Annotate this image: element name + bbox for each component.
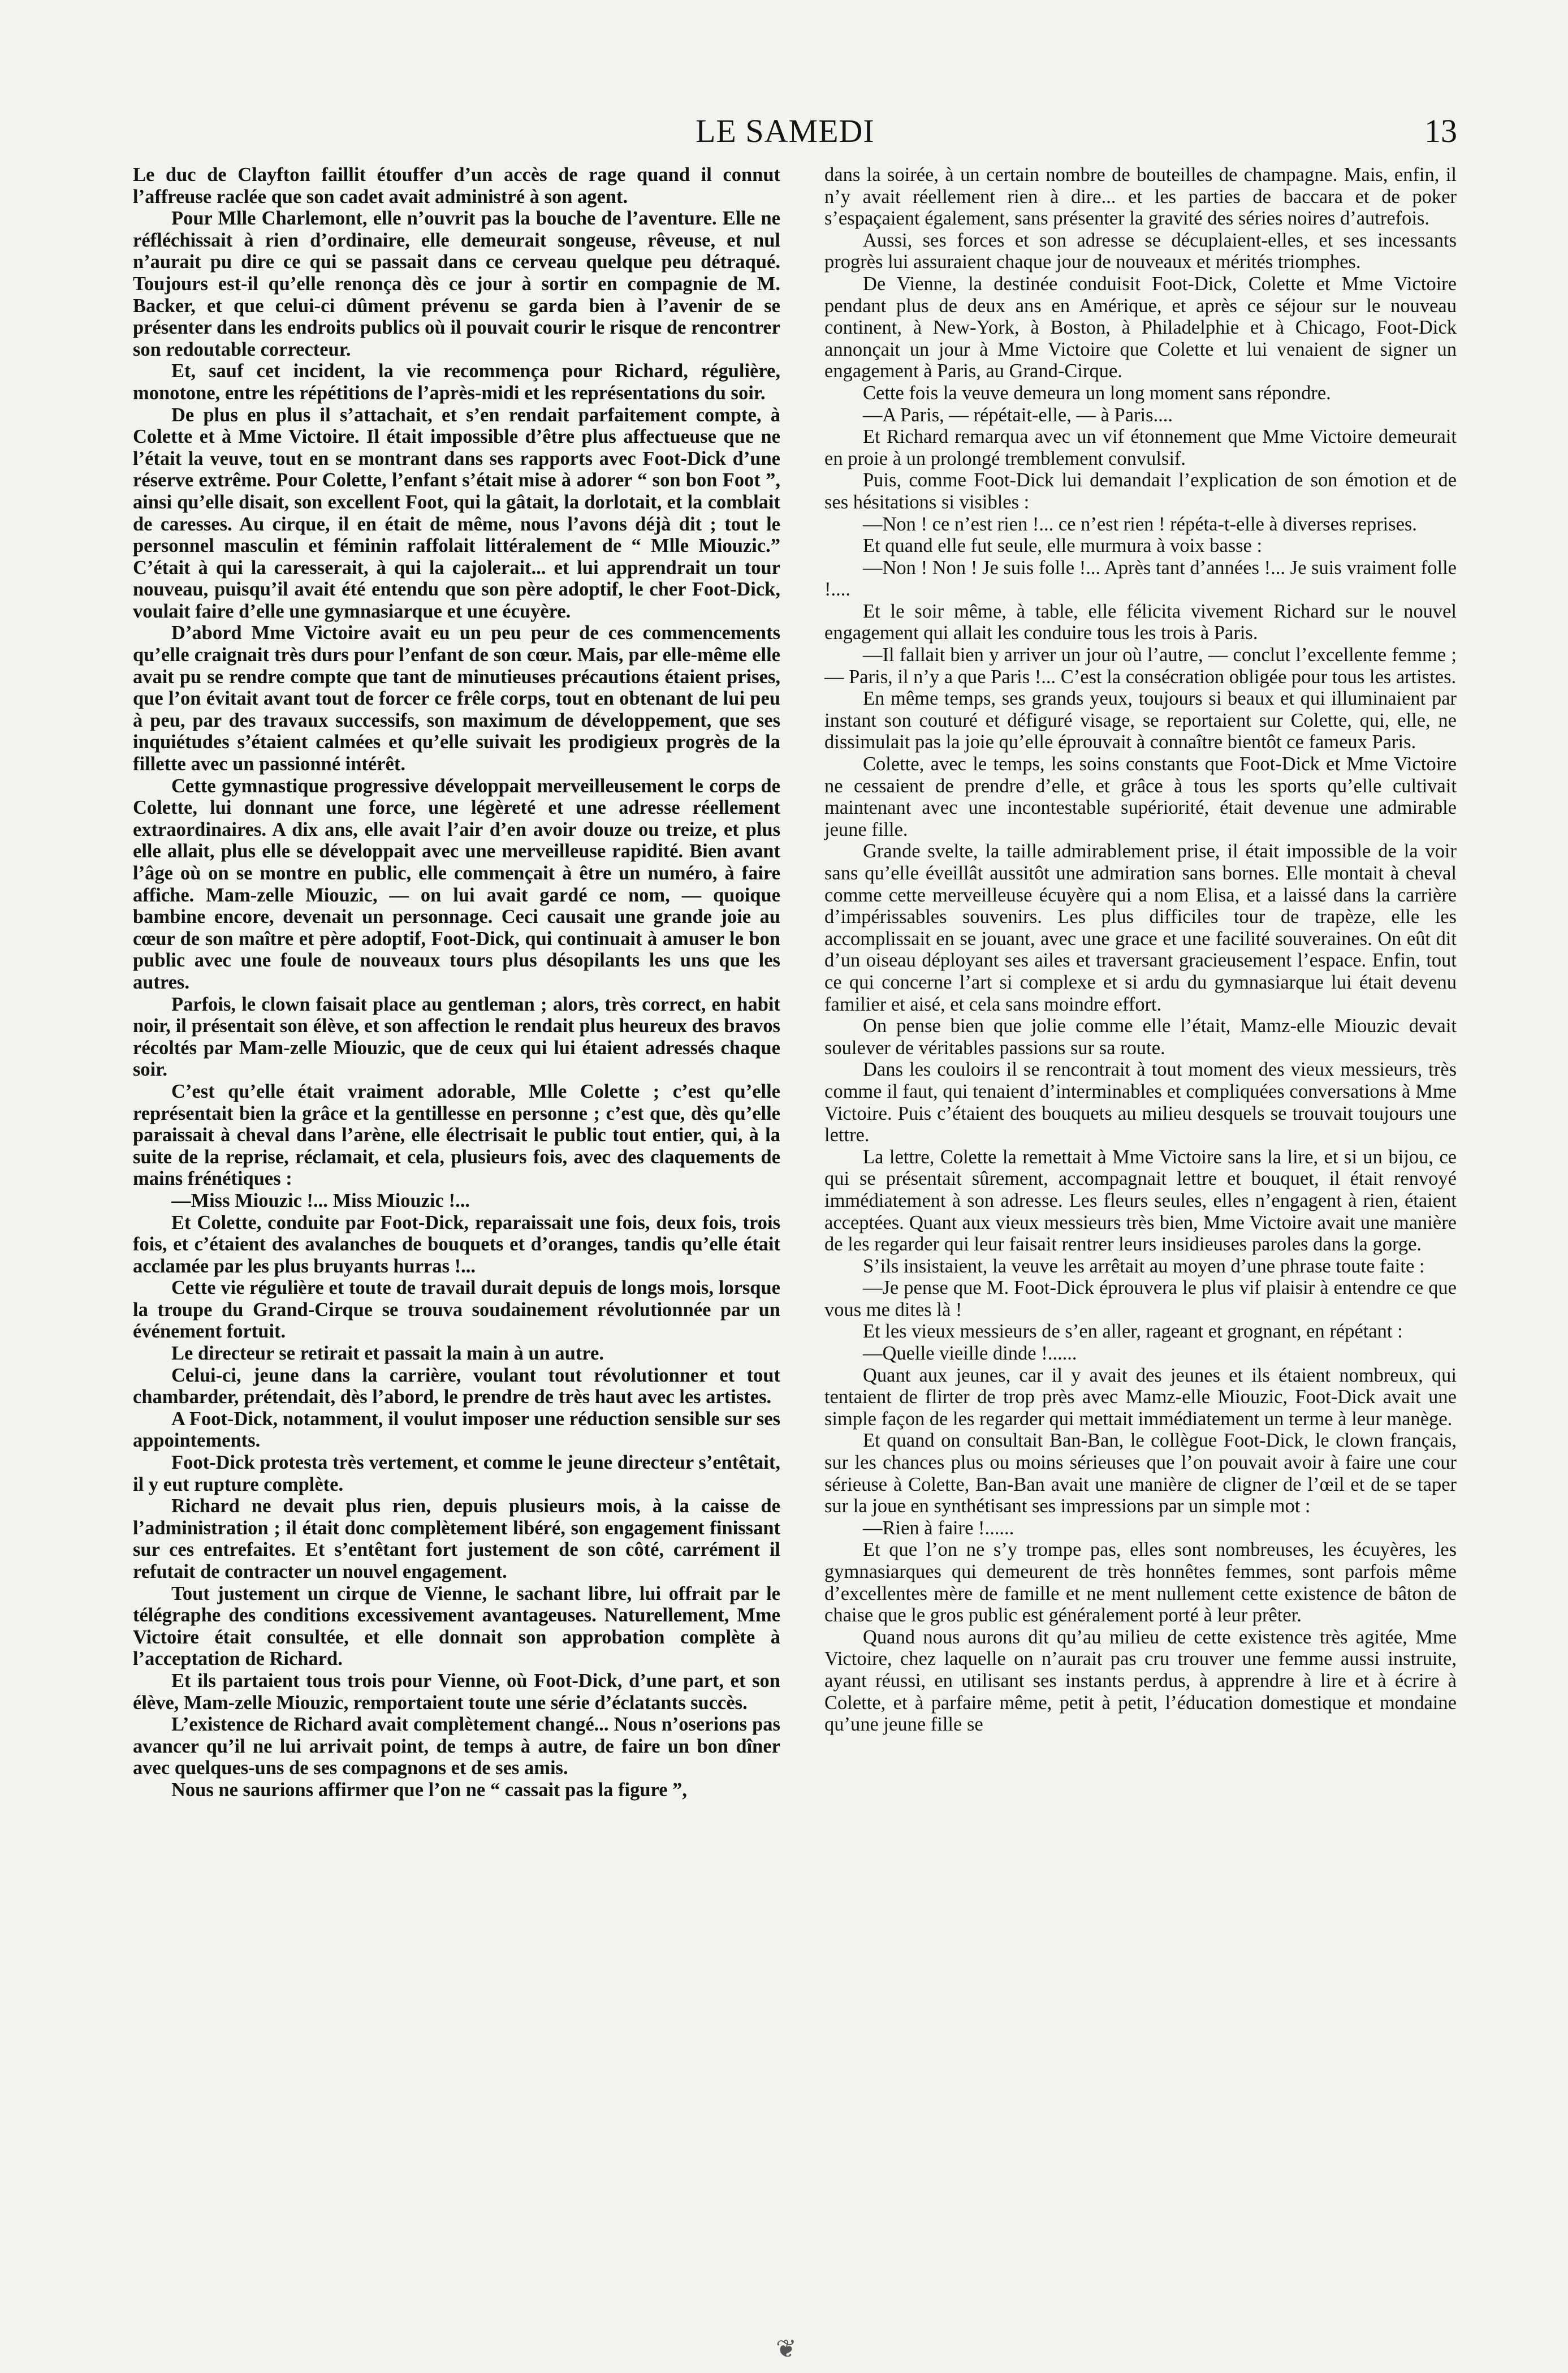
- paragraph: dans la soirée, à un certain nombre de bouteilles de champagne. Mais, enfin, il n’y avait réellement rien à dire... et les parties de baccara et de poker s’espaçaient également, sans présenter la gravité des séries noires d’autrefois.: [824, 164, 1457, 230]
- paragraph: Pour Mlle Charlemont, elle n’ouvrit pas la bouche de l’aventure. Elle ne réfléchissait à rien d’ordinaire, elle demeurait songeuse, rêveuse, et nul n’aurait pu dire ce qui se passait dans ce cerveau quelque peu détraqué. Toujours est-il qu’elle renonça dès ce jour à sortir en compagnie de M. Backer, et que celui-ci dûment prévenu se garda bien à l’avenir de se présenter dans les endroits publics où il pouvait courir le risque de rencontrer son redoutable correcteur.: [133, 208, 780, 360]
- paragraph: Le directeur se retirait et passait la main à un autre.: [171, 1343, 604, 1365]
- paragraph: Et Colette, conduite par Foot-Dick, reparaissait une fois, deux fois, trois fois, et c’étaient des avalanches de bouquets et d’oranges, tandis qu’elle était acclamée par les plus bruyants hurras !...: [133, 1211, 780, 1277]
- paragraph: Quand nous aurons dit qu’au milieu de cette existence très agitée, Mme Victoire, chez laquelle on n’aurait pas cru trouver une femme aussi instruite, ayant réussi, en utilisant ses instants perdus, à apprendre à lire et à écrire à Colette, et à parfaire même, petit à petit, l’éducation domestique et mondaine qu’une jeune fille se: [824, 1626, 1457, 1736]
- paragraph: Le duc de Clayfton faillit étouffer d’un accès de rage quand il connut l’affreuse raclée que son cadet avait administré à son agent.: [133, 164, 780, 208]
- paragraph: Celui-ci, jeune dans la carrière, voulant tout révolutionner et tout chambarder, prétendait, dès l’abord, le prendre de très haut avec les artistes.: [133, 1364, 780, 1408]
- paragraph: Cette gymnastique progressive développait merveilleusement le corps de Colette, lui donnant une force, une légèreté et une adresse réellement extraordinaires. A dix ans, elle avait l’air d’en avoir douze ou treize, et plus elle allait, plus elle se développait avec une merveilleuse rapidité. Bien avant l’âge où on se montre en public, elle commençait à être un numéro, à faire affiche. Mam-zelle Miouzic, — on lui avait gardé ce nom, — quoique bambine encore, devenait un personnage. Ceci causait une grande joie au cœur de son maître et père adoptif, Foot-Dick, qui continuait à amuser le bon public avec une foule de nouveaux tours plus désopilants les uns que les autres.: [133, 775, 780, 993]
- paragraph: —Je pense que M. Foot-Dick éprouvera le plus vif plaisir à entendre ce que vous me dites là !: [824, 1277, 1457, 1321]
- paragraph: Dans les couloirs il se rencontrait à tout moment des vieux messieurs, très comme il faut, qui tenaient d’interminables et compliquées conversations à Mme Victoire. Puis c’étaient des bouquets au milieu desquels se trouvait toujours une lettre.: [824, 1059, 1457, 1146]
- paragraph: Tout justement un cirque de Vienne, le sachant libre, lui offrait par le télégraphe des conditions excessivement avantageuses. Naturellement, Mme Victoire était consultée, et elle donnait son approbation complète à l’acceptation de Richard.: [133, 1582, 780, 1670]
- paragraph: Nous ne saurions affirmer que l’on ne “ cassait pas la figure ”,: [171, 1779, 688, 1801]
- paragraph: La lettre, Colette la remettait à Mme Victoire sans la lire, et si un bijou, ce qui se présentait sûrement, accompagnait lettre et bouquet, il était renvoyé immédiatement à son adresse. Les fleurs seules, elles n’engagent à rien, étaient acceptées. Quant aux vieux messieurs très bien, Mme Victoire avait une manière de les regarder qui leur faisait rentrer leurs insidieuses paroles dans la gorge.: [824, 1146, 1457, 1255]
- right-column: [824, 164, 1457, 1736]
- paragraph: Richard ne devait plus rien, depuis plusieurs mois, à la caisse de l’administration ; il était donc complètement libéré, son engagement finissant sur ces entrefaites. Et s’entêtant fort justement de son côté, carrément il refutait de contracter un nouvel engagement.: [133, 1495, 780, 1582]
- paragraph: Parfois, le clown faisait place au gentleman ; alors, très correct, en habit noir, il présentait son élève, et son affection le rendait plus heureux des bravos récoltés par Mam-zelle Miouzic, que de ceux qui lui étaient adressés chaque soir.: [133, 993, 780, 1081]
- paragraph: —Non ! Non ! Je suis folle !... Après tant d’années !... Je suis vraiment folle !....: [824, 556, 1457, 601]
- paragraph: Et quand elle fut seule, elle murmura à voix basse :: [863, 535, 1263, 557]
- paragraph: Et, sauf cet incident, la vie recommença pour Richard, régulière, monotone, entre les répétitions de l’après-midi et les représentations du soir.: [133, 360, 780, 404]
- paragraph: Foot-Dick protesta très vertement, et comme le jeune directeur s’entêtait, il y eut rupture complète.: [133, 1452, 780, 1495]
- paragraph: De plus en plus il s’attachait, et s’en rendait parfaitement compte, à Colette et à Mme Victoire. Il était impossible d’être plus affectueuse que ne l’était la veuve, tout en se montrant dans ses rapports avec Foot-Dick d’une réserve extrême. Pour Colette, l’enfant s’était mise à adorer “ son bon Foot ”, ainsi qu’elle disait, son excellent Foot, qui la gâtait, la dorlotait, et la comblait de caresses. Au cirque, il en était de même, nous l’avons déjà dit ; tout le personnel masculin et féminin raffolait littéralement de “ Mlle Miouzic.” C’était à qui la caresserait, à qui la cajolerait... et lui apprendrait un tour nouveau, puisqu’il avait été entendu que son père adoptif, le cher Foot-Dick, voulait faire d’elle une gymnasiarque et une écuyère.: [133, 404, 780, 622]
- paragraph: On pense bien que jolie comme elle l’était, Mamz-elle Miouzic devait soulever de véritables passions sur sa route.: [824, 1015, 1457, 1059]
- paragraph: Et les vieux messieurs de s’en aller, rageant et grognant, en répétant :: [863, 1321, 1403, 1343]
- paragraph: Puis, comme Foot-Dick lui demandait l’explication de son émotion et de ses hésitations si visibles :: [824, 469, 1457, 513]
- paragraph: —Quelle vieille dinde !......: [863, 1343, 1077, 1365]
- paragraph: —Rien à faire !......: [863, 1517, 1014, 1539]
- page-number: 13: [1424, 113, 1457, 149]
- paragraph: —A Paris, — répétait-elle, — à Paris....: [863, 404, 1173, 426]
- paragraph: —Miss Miouzic !... Miss Miouzic !...: [171, 1189, 470, 1211]
- running-head: LE SAMEDI: [696, 113, 875, 149]
- paragraph: Et quand on consultait Ban-Ban, le collègue Foot-Dick, le clown français, sur les chances plus ou moins sérieuses que l’on pouvait avoir à faire une cour sérieuse à Colette, Ban-Ban avait une manière de cligner de l’œil et de se taper sur la joue en synthétisant ses impressions par un simple mot :: [824, 1430, 1457, 1517]
- paragraph: Et ils partaient tous trois pour Vienne, où Foot-Dick, d’une part, et son élève, Mam-zelle Miouzic, remportaient toute une série d’éclatants succès.: [133, 1669, 780, 1714]
- paragraph: Cette vie régulière et toute de travail durait depuis de longs mois, lorsque la troupe du Grand-Cirque se trouva soudainement révolutionnée par un événement fortuit.: [133, 1277, 780, 1343]
- paragraph: Cette fois la veuve demeura un long moment sans répondre.: [863, 382, 1331, 404]
- left-column: [133, 164, 780, 1801]
- paragraph: Et que l’on ne s’y trompe pas, elles sont nombreuses, les écuyères, les gymnasiarques qui demeurent de très honnêtes femmes, sont parfois même d’excellentes mère de famille et ne ment nullement cette existence de bâton de chaise que le gros public est généralement porté à leur prêter.: [824, 1539, 1457, 1626]
- paragraph: —Il fallait bien y arriver un jour où l’autre, — conclut l’excellente femme ; — Paris, il n’y a que Paris !... C’est la consécration obligée pour tous les artistes.: [824, 644, 1457, 688]
- paragraph: C’est qu’elle était vraiment adorable, Mlle Colette ; c’est qu’elle représentait bien la grâce et la gentillesse en personne ; c’est que, dès qu’elle paraissait à cheval dans l’arène, elle électrisait le public tout entier, qui, à la suite de la reprise, réclamait, et cela, plusieurs fois, avec des claquements de mains frénétiques :: [133, 1080, 780, 1190]
- paragraph: Et Richard remarqua avec un vif étonnement que Mme Victoire demeurait en proie à un prolongé tremblement convulsif.: [824, 426, 1457, 469]
- paragraph: En même temps, ses grands yeux, toujours si beaux et qui illuminaient par instant son couturé et défiguré visage, se reportaient sur Colette, qui, elle, ne dissimulait pas la joie qu’elle éprouvait à connaître bientôt ce fameux Paris.: [824, 688, 1457, 753]
- paragraph: A Foot-Dick, notamment, il voulut imposer une réduction sensible sur ses appointements.: [133, 1408, 780, 1452]
- paragraph: Aussi, ses forces et son adresse se décuplaient-elles, et ses incessants progrès lui assuraient chaque jour de nouveaux et mérités triomphes.: [824, 229, 1457, 273]
- paragraph: S’ils insistaient, la veuve les arrêtait au moyen d’une phrase toute faite :: [863, 1255, 1425, 1277]
- paragraph: Colette, avec le temps, les soins constants que Foot-Dick et Mme Victoire ne cessaient de prendre d’elle, et grâce à tous les sports qu’elle cultivait maintenant avec une incontestable supériorité, était devenue une admirable jeune fille.: [824, 753, 1457, 840]
- paragraph: L’existence de Richard avait complètement changé... Nous n’oserions pas avancer qu’il ne lui arrivait point, de temps à autre, de faire un bon dîner avec quelques-uns de ses compagnons et de ses amis.: [133, 1714, 780, 1779]
- paragraph: —Non ! ce n’est rien !... ce n’est rien ! répéta-t-elle à diverses reprises.: [863, 513, 1417, 535]
- paragraph: D’abord Mme Victoire avait eu un peu peur de ces commencements qu’elle craignait très durs pour l’enfant de son cœur. Mais, par elle-même elle avait pu se rendre compte que tant de minutieuses précautions étaient prises, que l’on évitait avant tout de forcer ce frêle corps, tout en obtenant de lui peu à peu, par des travaux successifs, son maximum de développement, que ses inquiétudes s’étaient calmées et qu’elle suivait les prodigieux progrès de la fillette avec un passionné intérêt.: [133, 622, 780, 775]
- paragraph: Et le soir même, à table, elle félicita vivement Richard sur le nouvel engagement qui allait les conduire tous les trois à Paris.: [824, 600, 1457, 644]
- printer-ornament-icon: ❦: [776, 2335, 797, 2363]
- paragraph: De Vienne, la destinée conduisit Foot-Dick, Colette et Mme Victoire pendant plus de deux ans en Amérique, et après ce séjour sur le nouveau continent, à New-York, à Boston, à Philadelphie et à Chicago, Foot-Dick annonçait un jour à Mme Victoire que Colette et lui venaient de signer un engagement à Paris, au Grand-Cirque.: [824, 273, 1457, 382]
- paragraph: Quant aux jeunes, car il y avait des jeunes et ils étaient nombreux, qui tentaient de flirter de trop près avec Mamz-elle Miouzic, Foot-Dick avait une simple façon de les regarder qui mettait immédiatement un terme à leur manège.: [824, 1364, 1457, 1430]
- paragraph: Grande svelte, la taille admirablement prise, il était impossible de la voir sans qu’elle éveillât aussitôt une admiration sans bornes. Elle montait à cheval comme cette merveilleuse écuyère qui a nom Elisa, et a laissé dans la carrière d’impérissables souvenirs. Les plus difficiles tour de trapèze, elle les accomplissait en se jouant, avec une grace et une facilité souveraines. On eût dit d’un oiseau déployant ses ailes et traversant gracieusement l’espace. Enfin, tout ce qui concerne l’art si complexe et si ardu du gymnasiarque lui était devenu familier et aisé, et cela sans moindre effort.: [824, 840, 1457, 1015]
